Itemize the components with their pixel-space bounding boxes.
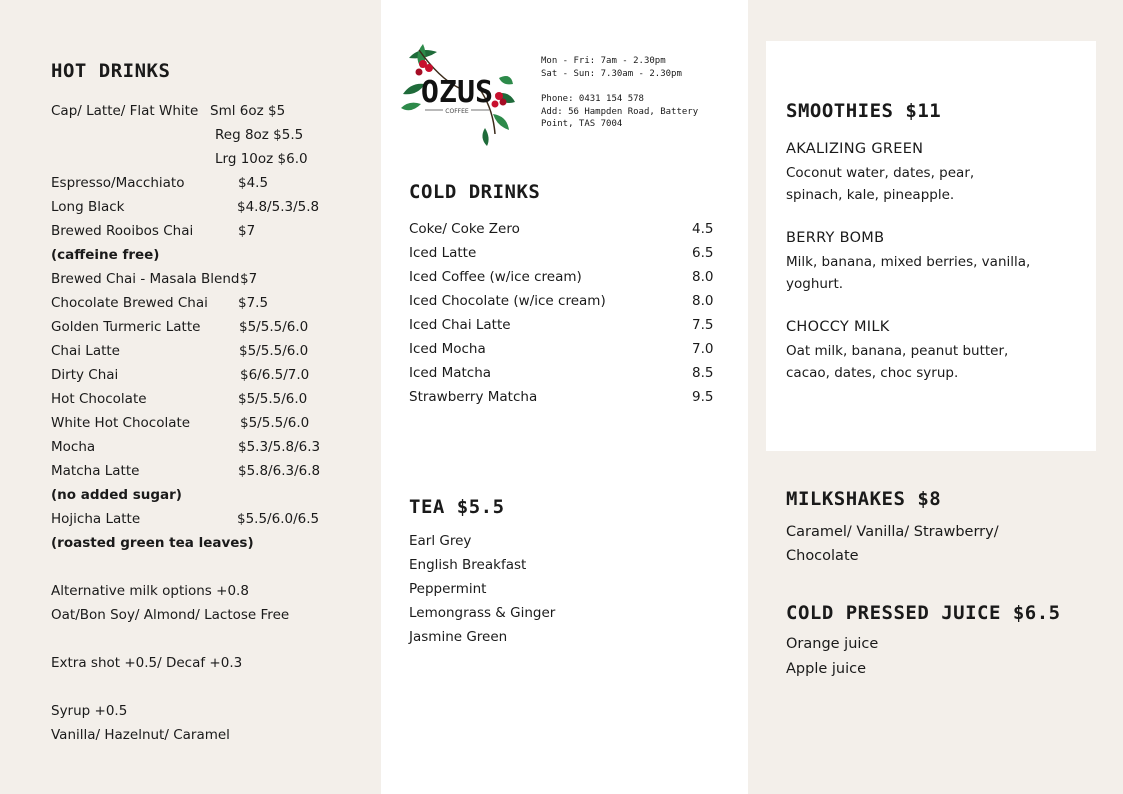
hot-drinks-panel — [0, 0, 381, 794]
right-panel — [748, 0, 1123, 794]
menu-item-price: 9.5 — [692, 389, 714, 405]
ozus-logo — [399, 38, 517, 146]
menu-item-name: Long Black — [51, 199, 125, 215]
hot-drinks-title: HOT DRINKS — [51, 60, 171, 82]
menu-item-note: (caffeine free) — [51, 247, 160, 263]
menu-item-price: $5.8/6.3/6.8 — [238, 463, 321, 479]
menu-item-name: Espresso/Macchiato — [51, 175, 185, 191]
juice-title: COLD PRESSED JUICE $6.5 — [786, 602, 1061, 624]
menu-item-name: Brewed Rooibos Chai — [51, 223, 194, 239]
menu-item-name: Coke/ Coke Zero — [409, 221, 520, 237]
menu-item-price: 4.5 — [692, 221, 714, 237]
menu-item-name: Dirty Chai — [51, 367, 119, 383]
milkshakes-flavours-line1: Caramel/ Vanilla/ Strawberry/ — [786, 524, 999, 540]
menu-item-price: 7.5 — [692, 317, 714, 333]
menu-item-name: Iced Coffee (w/ice cream) — [409, 269, 582, 285]
menu-item-price: $5/5.5/6.0 — [238, 391, 308, 407]
menu-item-name: Mocha — [51, 439, 96, 455]
smoothies-box — [766, 41, 1096, 451]
menu-item-name: Strawberry Matcha — [409, 389, 538, 405]
menu-item-name: Iced Chocolate (w/ice cream) — [409, 293, 606, 309]
smoothie-desc-line2: spinach, kale, pineapple. — [786, 187, 955, 203]
extra-shot-label: Extra shot +0.5/ Decaf +0.3 — [51, 655, 243, 671]
list-item: Peppermint — [409, 581, 487, 597]
menu-item-price: $4.5 — [238, 175, 269, 191]
menu-item-price: $4.8/5.3/5.8 — [237, 199, 320, 215]
syrup-list: Vanilla/ Hazelnut/ Caramel — [51, 727, 230, 743]
address-line-2: Point, TAS 7004 — [541, 119, 623, 129]
list-item: Orange juice — [786, 636, 879, 652]
menu-item-note: (roasted green tea leaves) — [51, 535, 254, 551]
hours-weekend: Sat - Sun: 7.30am - 2.30pm — [541, 69, 682, 79]
list-item: Apple juice — [786, 661, 867, 677]
menu-item-name: Iced Latte — [409, 245, 477, 261]
address-line-1: Add: 56 Hampden Road, Battery — [541, 107, 699, 117]
menu-item-price: Lrg 10oz $6.0 — [215, 151, 308, 167]
menu-item-name: Hot Chocolate — [51, 391, 147, 407]
list-item: Earl Grey — [409, 533, 472, 549]
menu-item-price: Reg 8oz $5.5 — [215, 127, 304, 143]
tea-title: TEA $5.5 — [409, 496, 505, 518]
alt-milk-label: Alternative milk options +0.8 — [51, 583, 249, 599]
menu-item-name: Iced Chai Latte — [409, 317, 511, 333]
menu-item-price: $7.5 — [238, 295, 269, 311]
menu-item-name: Cap/ Latte/ Flat White — [51, 103, 199, 119]
menu-item-price: Sml 6oz $5 — [210, 103, 286, 119]
menu-item-price: 8.5 — [692, 365, 714, 381]
menu-item-price: 8.0 — [692, 269, 714, 285]
milkshakes-flavours-line2: Chocolate — [786, 548, 859, 564]
menu-item-name: Chai Latte — [51, 343, 120, 359]
middle-panel — [381, 0, 748, 794]
menu-item-price: $5.5/6.0/6.5 — [237, 511, 320, 527]
list-item: Lemongrass & Ginger — [409, 605, 556, 621]
list-item: English Breakfast — [409, 557, 527, 573]
menu-item-name: Hojicha Latte — [51, 511, 141, 527]
menu-item-name: Iced Mocha — [409, 341, 486, 357]
smoothie-desc-line1: Oat milk, banana, peanut butter, — [786, 343, 1009, 359]
hours-weekday: Mon - Fri: 7am - 2.30pm — [541, 56, 666, 66]
menu-item-name: Golden Turmeric Latte — [51, 319, 201, 335]
smoothie-name: AKALIZING GREEN — [786, 141, 924, 157]
smoothie-desc-line1: Coconut water, dates, pear, — [786, 165, 975, 181]
syrup-label: Syrup +0.5 — [51, 703, 128, 719]
menu-item-price: $5/5.5/6.0 — [240, 415, 310, 431]
menu-item-price: 6.5 — [692, 245, 714, 261]
menu-item-price: 8.0 — [692, 293, 714, 309]
menu-item-price: $5/5.5/6.0 — [239, 319, 309, 335]
smoothie-name: CHOCCY MILK — [786, 319, 890, 335]
menu-item-name: Matcha Latte — [51, 463, 140, 479]
coffee-branch-icon — [399, 38, 517, 146]
menu-item-price: $5.3/5.8/6.3 — [238, 439, 321, 455]
logo-text: OZUS — [420, 75, 494, 110]
menu-item-name: Chocolate Brewed Chai — [51, 295, 208, 311]
menu-item-name: White Hot Chocolate — [51, 415, 191, 431]
smoothies-title: SMOOTHIES $11 — [786, 100, 942, 122]
smoothie-desc-line2: yoghurt. — [786, 276, 844, 292]
menu-item-price: $5/5.5/6.0 — [239, 343, 309, 359]
menu-item-price: $7 — [238, 223, 256, 239]
menu-item-name: Brewed Chai - Masala Blend — [51, 271, 240, 287]
smoothie-name: BERRY BOMB — [786, 230, 885, 246]
list-item: Jasmine Green — [409, 629, 508, 645]
alt-milk-list: Oat/Bon Soy/ Almond/ Lactose Free — [51, 607, 290, 623]
menu-item-price: 7.0 — [692, 341, 714, 357]
smoothie-desc-line2: cacao, dates, choc syrup. — [786, 365, 959, 381]
menu-item-price: $7 — [240, 271, 258, 287]
smoothie-desc-line1: Milk, banana, mixed berries, vanilla, — [786, 254, 1031, 270]
cold-drinks-title: COLD DRINKS — [409, 181, 541, 203]
menu-item-price: $6/6.5/7.0 — [240, 367, 310, 383]
phone-number: Phone: 0431 154 578 — [541, 94, 644, 104]
milkshakes-title: MILKSHAKES $8 — [786, 488, 942, 510]
menu-item-note: (no added sugar) — [51, 487, 182, 503]
menu-item-name: Iced Matcha — [409, 365, 492, 381]
logo-subtext: COFFEE — [445, 108, 469, 115]
